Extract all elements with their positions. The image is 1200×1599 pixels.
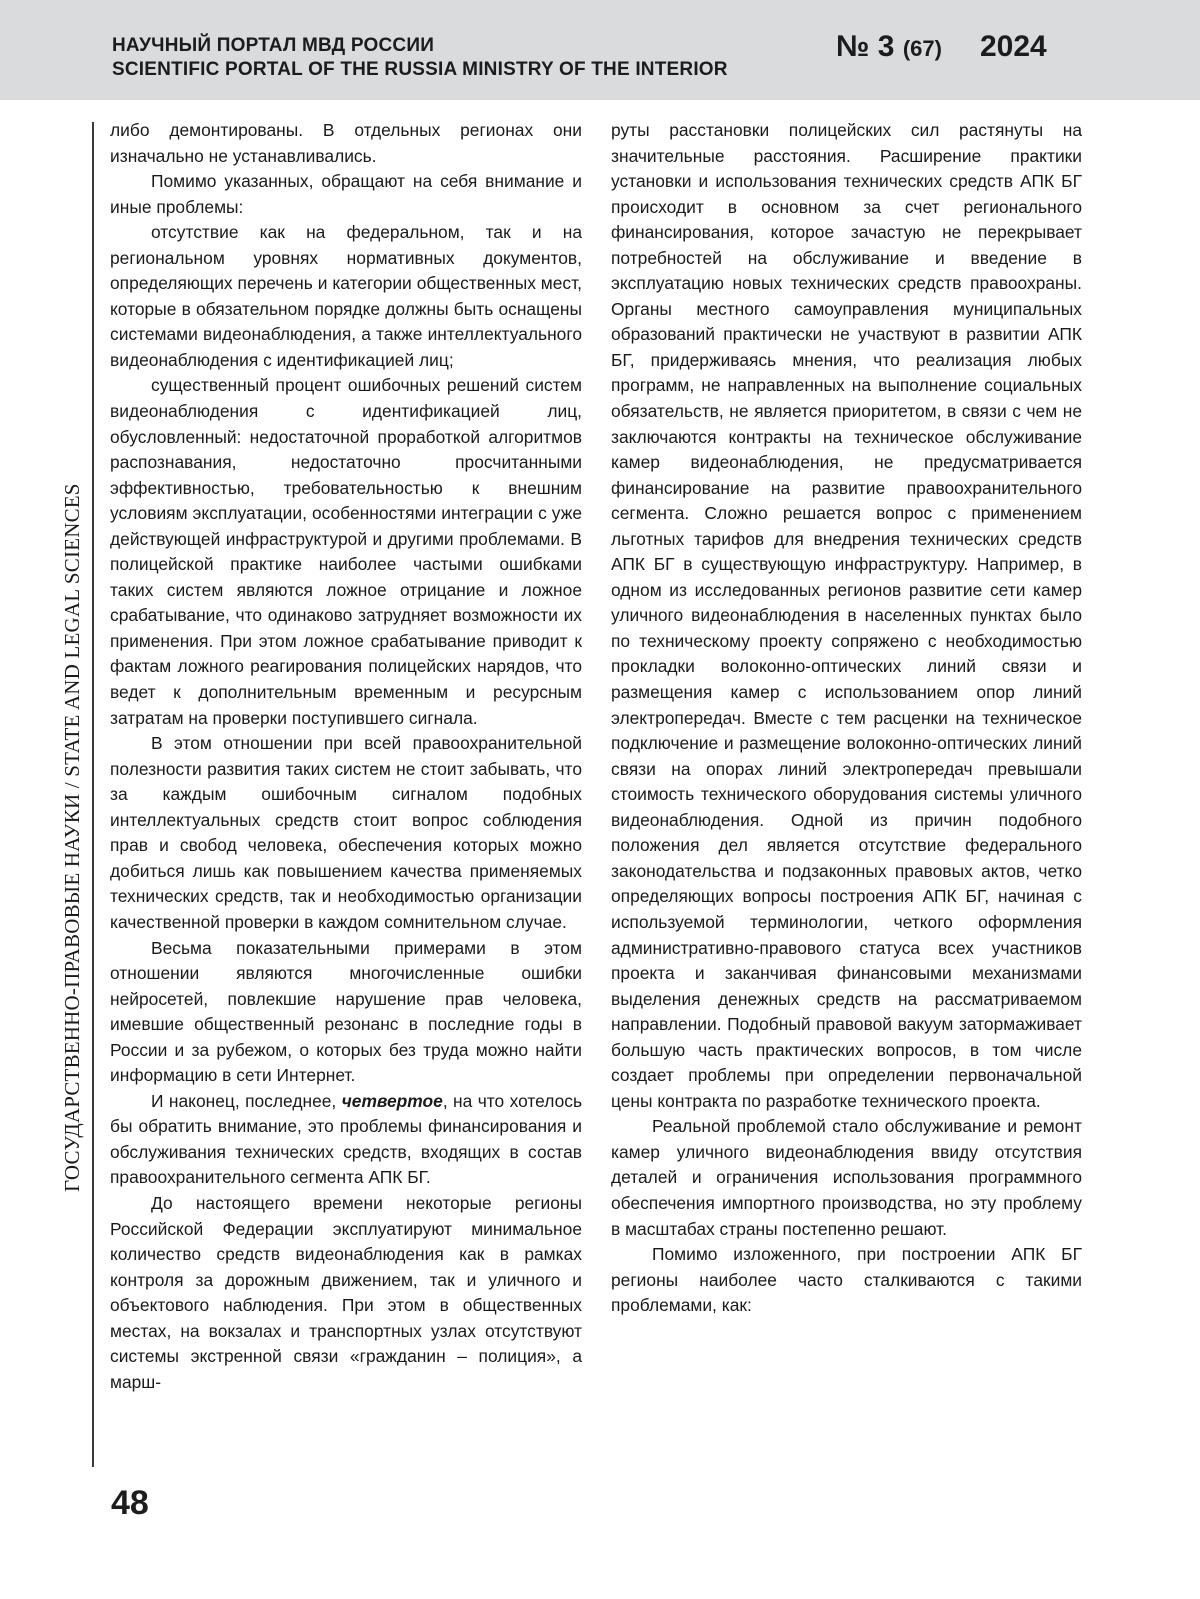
emphasis-text: четвертое (341, 1090, 443, 1111)
text-column-right (611, 118, 1082, 1319)
paragraph: Помимо изложенного, при построении АПК БГ регионы наиболее часто сталкиваются с такими проблемами, как: (611, 1244, 1082, 1316)
issue-number-total: (67) (902, 36, 942, 61)
section-side-title: ГОСУДАРСТВЕННО-ПРАВОВЫЕ НАУКИ / STATE AND LEGAL SCIENCES (60, 483, 84, 1192)
journal-title-ru: НАУЧНЫЙ ПОРТАЛ МВД РОССИИ (112, 35, 435, 56)
paragraph-text: , на что хотелось бы обратить внимание, это проблемы финансирования и обслуживания технических средств, входящих в состав правоохранительного сегмента АПК БГ. (110, 1090, 583, 1188)
issue-number-main: № 3 (836, 30, 895, 63)
issue-year: 2024 (980, 30, 1047, 63)
issue-number (836, 30, 942, 64)
paragraph: В этом отношении при всей правоохранительной полезности развития таких систем не стоит забывать, что за каждым ошибочным сигналом подобных интеллектуальных средств стоит вопрос соблюдения прав и свобод человека, обеспечения которых можно добиться лишь как повышением качества применяемых технических средств, так и необходимостью организации качественной проверки в каждом сомнительном случае. (110, 733, 582, 932)
paragraph (110, 1089, 582, 1191)
page-number: 48 (111, 1484, 149, 1522)
paragraph-text: И наконец, последнее, (151, 1090, 342, 1111)
paragraph: отсутствие как на федеральном, так и на региональном уровнях нормативных документов, определяющих перечень и категории общественных мест, которые в обязательном порядке должны быть оснащены системами видеонаблюдения, а также интеллектуального видеонаблюдения с идентификацией лиц; (110, 222, 582, 370)
paragraph: Помимо указанных, обращают на себя внимание и иные проблемы: (110, 171, 582, 217)
vertical-divider (92, 122, 94, 1467)
paragraph: руты расстановки полицейских сил растянуты на значительные расстояния. Расширение практики установки и использования технических средств АПК БГ происходит в основном за счет регионального финансирования, которое зачастую не перекрывает потребностей на обслуживание и введение в эксплуатацию новых технических средств правоохраны. Органы местного самоуправления муниципальных образований практически не участвуют в развитии АПК БГ, придерживаясь мнения, что реализация любых программ, не направленных на выполнение социальных обязательств, не является приоритетом, в связи с чем не заключаются контракты на техническое обслуживание камер видеонаблюдения, не предусматривается финансирование на развитие правоохранительного сегмента. Сложно решается вопрос с применением льготных тарифов для внедрения технических средств АПК БГ в существующую инфраструктуру. Например, в одном из исследованных регионов развитие сети камер уличного видеонаблюдения в населенных пунктах было по техническому проекту сопряжено с необходимостью прокладки волоконно-оптических линий связи и размещения камер с использованием опор линий электропередач. Вместе с тем расценки на техническое подключение и размещение волоконно-оптических линий связи на опорах линий электропередач превышали стоимость технического оборудования системы уличного видеонаблюдения. Одной из причин подобного положения дел является отсутствие федерального законодательства и подзаконных правовых актов, четко определяющих вопросы построения АПК БГ, начиная с используемой терминологии, четкого оформления административно-правового статуса всех участников проекта и заканчивая финансовыми механизмами выделения денежных средств на рассматриваемом направлении. Подобный правовой вакуум затормаживает большую часть практических вопросов, в том числе создает проблемы при определении первоначальной цены контракта по разработке технического проекта. (611, 120, 1082, 1111)
paragraph: существенный процент ошибочных решений систем видеонаблюдения с идентификацией лиц, обусловленный: недостаточной проработкой алгоритмов распознавания, недостаточно просчитанными эффективностью, требовательностью к внешним условиям эксплуатации, особенностями интеграции с уже действующей инфраструктурой и другими проблемами. В полицейской практике наиболее частыми ошибками таких систем являются ложное отрицание и ложное срабатывание, что одинаково затрудняет возможности их применения. При этом ложное срабатывание приводит к фактам ложного реагирования полицейских нарядов, что ведет к дополнительным временным и ресурсным затратам на проверки поступившего сигнала. (110, 375, 582, 728)
paragraph: До настоящего времени некоторые регионы Российской Федерации эксплуатируют минимальное количество средств видеонаблюдения как в рамках контроля за дорожным движением, так и уличного и объектового наблюдения. При этом в общественных местах, на вокзалах и транспортных узлах отсутствуют системы экстренной связи «гражданин – полиция», а марш- (110, 1192, 582, 1392)
paragraph: либо демонтированы. В отдельных регионах они изначально не устанавливались. (110, 120, 582, 166)
paragraph: Весьма показательными примерами в этом отношении являются многочисленные ошибки нейросетей, повлекшие нарушение прав человека, имевшие общественный резонанс в последние годы в России и за рубежом, о которых без труда можно найти информацию в сети Интернет. (110, 937, 582, 1086)
paragraph: Реальной проблемой стало обслуживание и ремонт камер уличного видеонаблюдения ввиду отсутствия деталей и ограничения использования программного обеспечения импортного производства, но эту проблему в масштабах страны постепенно решают. (611, 1116, 1082, 1239)
journal-title-en: SCIENTIFIC PORTAL OF THE RUSSIA MINISTRY OF THE INTERIOR (112, 59, 728, 80)
journal-header (0, 0, 1200, 100)
text-column-left (110, 118, 582, 1395)
